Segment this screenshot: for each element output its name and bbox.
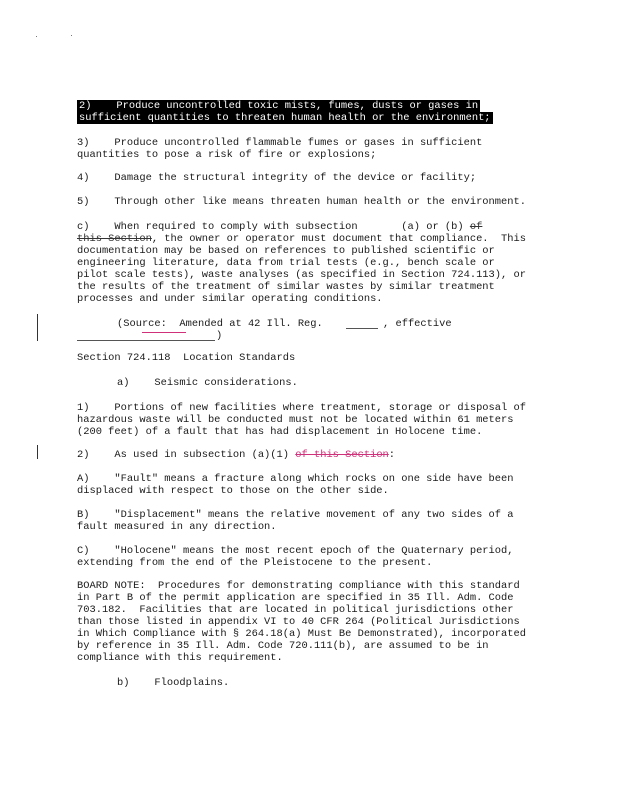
board-note-line-1: BOARD NOTE: Procedures for demonstrating compliance with this standard [77, 580, 520, 592]
subsection-c-line-6: the results of the treatment of similar wastes by similar treatment [77, 281, 495, 293]
definition-fault-line-1: A) "Fault" means a fracture along which rocks on one side have been [77, 473, 514, 485]
item-2-line-1: 2) Produce uncontrolled toxic mists, fumes, dusts or gases in [79, 100, 479, 112]
subsection-c-line-4: engineering literature, data from trial tests (e.g., bench scale or [77, 257, 495, 269]
board-note-line-4: than those listed in appendix VI to 40 CFR 264 (Political Jurisdictions [77, 616, 520, 628]
board-note-line-6: by reference in 35 Ill. Adm. Code 720.111(b), are assumed to be in [77, 640, 489, 652]
source-effective: , effective [383, 318, 452, 330]
floodplains-heading: b) Floodplains. [117, 677, 230, 689]
insertion-gap [364, 221, 401, 233]
struck-text: this Section [77, 233, 152, 245]
subsection-a1-line-1: 1) Portions of new facilities where treatment, storage or disposal of [77, 402, 526, 414]
blank-rule [346, 328, 378, 329]
seismic-heading: a) Seismic considerations. [117, 377, 298, 389]
item-3-line-1: 3) Produce uncontrolled flammable fumes or gases in sufficient [77, 137, 483, 149]
board-note-line-7: compliance with this requirement. [77, 652, 283, 664]
definition-holocene-line-1: C) "Holocene" means the most recent epoch of the Quaternary period, [77, 545, 514, 557]
struck-text: of this Section [295, 449, 389, 461]
item-3-line-2: quantities to pose a risk of fire or explosions; [77, 149, 377, 161]
section-heading: Section 724.118 Location Standards [77, 352, 296, 364]
board-note-line-2: in Part B of the permit application are specified in 35 Ill. Adm. Code [77, 592, 514, 604]
item-2-line-2: sufficient quantities to threaten human health or the environment; [79, 112, 491, 124]
definition-displacement-line-2: fault measured in any direction. [77, 521, 277, 533]
definition-holocene-line-2: extending from the end of the Pleistocene to the present. [77, 557, 433, 569]
pink-underline [142, 332, 186, 333]
board-note-line-3: 703.182. Facilities that are located in political jurisdictions other [77, 604, 514, 616]
revision-bar [37, 445, 38, 459]
subsection-c-line-1: c) When required to comply with subsection (a) or (b) of [77, 221, 483, 233]
subsection-a1-line-2: hazardous waste will be conducted must not be located within 61 meters [77, 414, 514, 426]
subsection-c-line-7: processes and under similar operating conditions. [77, 293, 383, 305]
item-5: 5) Through other like means threaten human health or the environment. [77, 196, 526, 208]
scan-speck [71, 35, 72, 36]
blank-rule [77, 340, 215, 341]
subsection-a1-line-3: (200 feet) of a fault that has had displacement in Holocene time. [77, 426, 483, 438]
subsection-a2: 2) As used in subsection (a)(1) of this Section: [77, 449, 396, 461]
source-note-line-1: (Source: Amended at 42 Ill. Reg. [117, 318, 323, 330]
definition-displacement-line-1: B) "Displacement" means the relative movement of any two sides of a [77, 509, 514, 521]
definition-fault-line-2: displaced with respect to those on the other side. [77, 485, 389, 497]
subsection-c-line-2: this Section, the owner or operator must document that compliance. This [77, 233, 526, 245]
revision-bar [37, 314, 38, 341]
struck-text: of [469, 221, 483, 233]
item-4: 4) Damage the structural integrity of the device or facility; [77, 172, 477, 184]
subsection-c-line-3: documentation may be based on references to published scientific or [77, 245, 495, 257]
scan-speck [36, 36, 37, 37]
source-note-close: ) [216, 330, 223, 342]
subsection-c-line-5: pilot scale tests), waste analyses (as specified in Section 724.113), or [77, 269, 526, 281]
board-note-line-5: in Which Compliance with § 264.18(a) Must Be Demonstrated), incorporated [77, 628, 526, 640]
